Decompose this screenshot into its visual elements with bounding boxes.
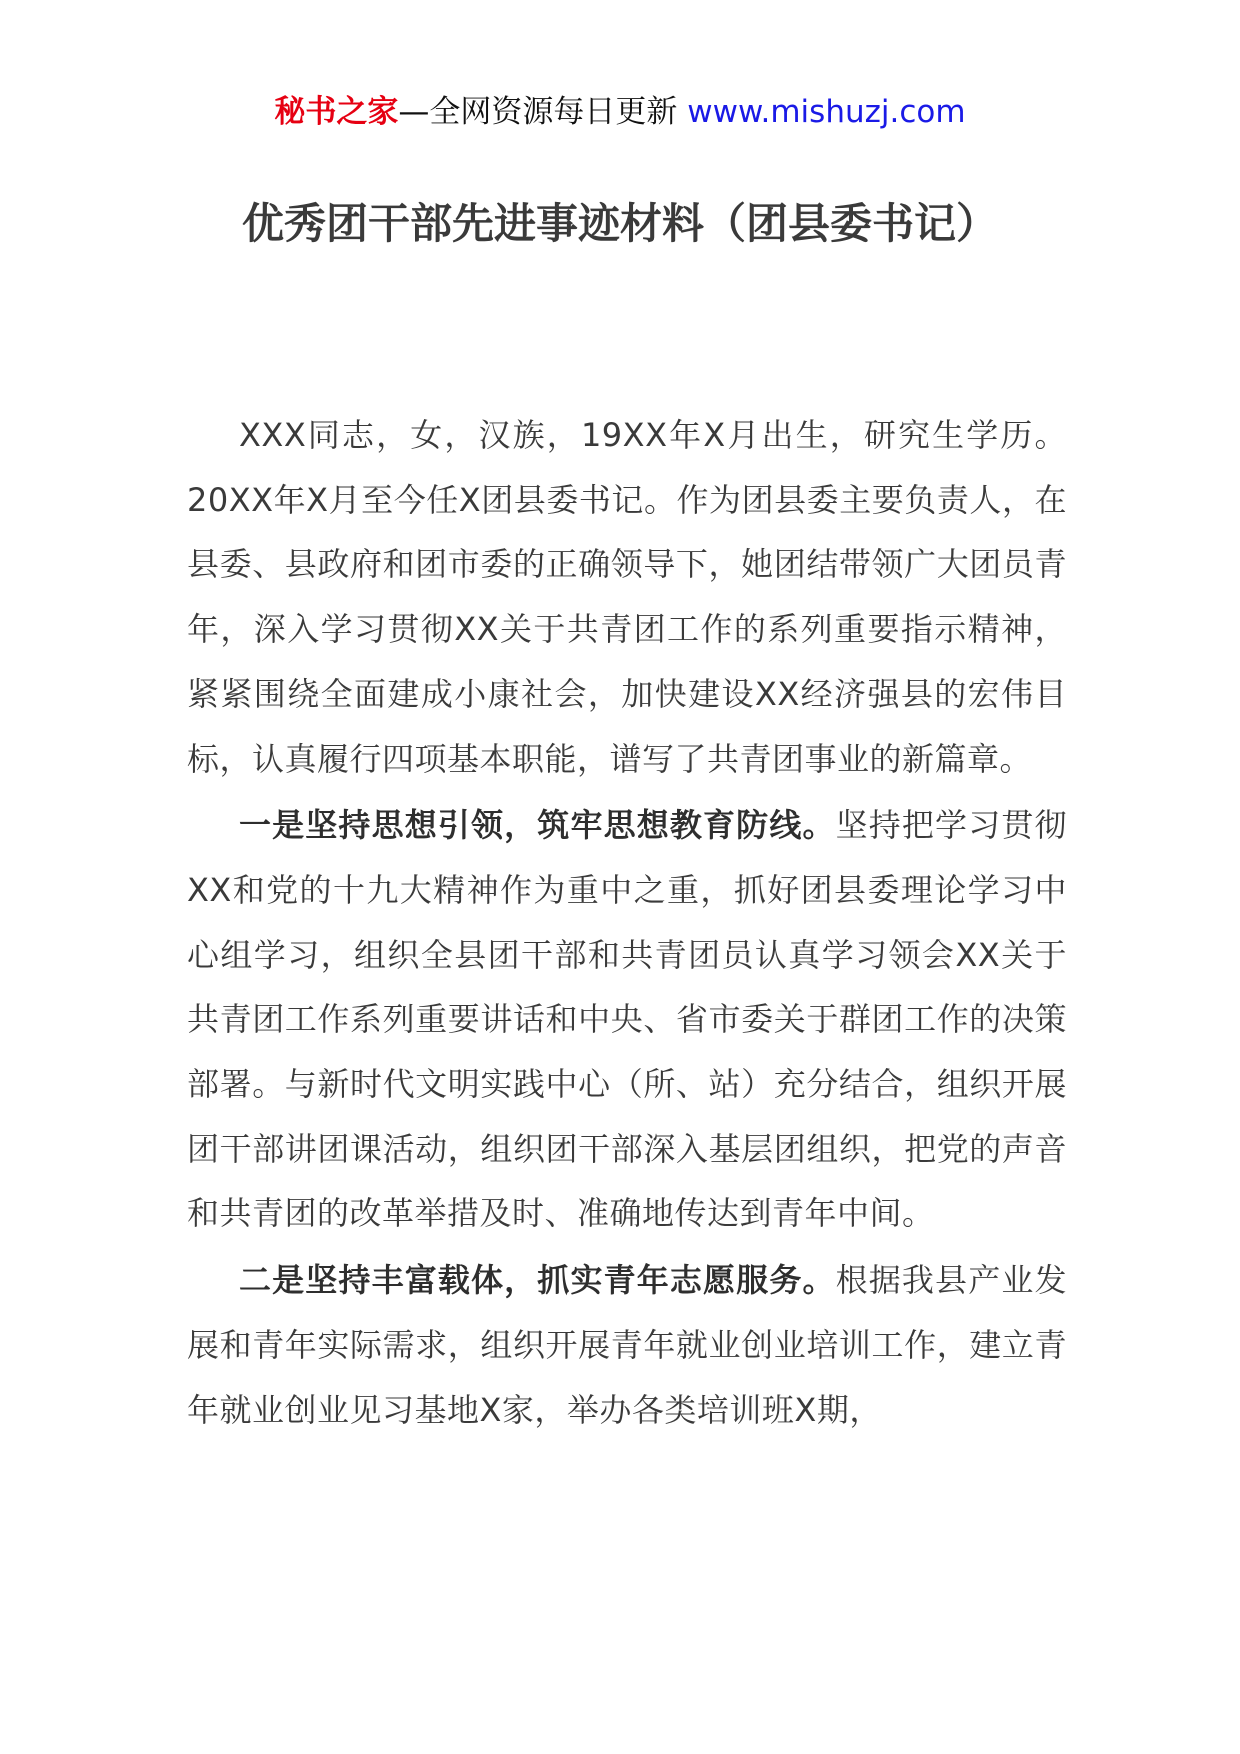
paragraph-ideological-guidance [187, 793, 1067, 1246]
paragraph-text: XXX同志，女，汉族，19XX年X月出生，研究生学历。20XX年X月至今任X团县委书记。作为团县委主要负责人，在县委、县政府和团市委的正确领导下，她团结带领广大团员青年，深入学习贯彻XX关于共青团工作的系列重要指示精神，紧紧围绕全面建成小康社会，加快建设XX经济强县的宏伟目标，认真履行四项基本职能，谱写了共青团事业的新篇章。 [187, 416, 1067, 778]
paragraph-text: 坚持把学习贯彻XX和党的十九大精神作为重中之重，抓好团县委理论学习中心组学习，组织全县团干部和共青团员认真学习领会XX关于共青团工作系列重要讲话和中央、省市委关于群团工作的决策部署。与新时代文明实践中心（所、站）充分结合，组织开展团干部讲团课活动，组织团干部深入基层团组织，把党的声音和共青团的改革举措及时、准确地传达到青年中间。 [187, 806, 1067, 1233]
site-brand: 秘书之家 [274, 94, 399, 130]
paragraph-lead: 一是坚持思想引领，筑牢思想教育防线。 [239, 806, 836, 845]
paragraph-intro [187, 403, 1067, 791]
paragraph-lead: 二是坚持丰富载体，抓实青年志愿服务。 [239, 1261, 836, 1300]
paragraph-volunteer-service [187, 1248, 1067, 1442]
site-slogan: —全网资源每日更新 [398, 94, 678, 130]
paragraph-text: 根据我县产业发展和青年实际需求，组织开展青年就业创业培训工作，建立青年就业创业见习基地X家，举办各类培训班X期， [187, 1261, 1067, 1429]
site-banner [0, 92, 1240, 132]
document-title: 优秀团干部先进事迹材料（团县委书记） [241, 199, 998, 248]
site-url-link[interactable]: www.mishuzj.com [687, 94, 966, 130]
document-body [187, 403, 1067, 1444]
